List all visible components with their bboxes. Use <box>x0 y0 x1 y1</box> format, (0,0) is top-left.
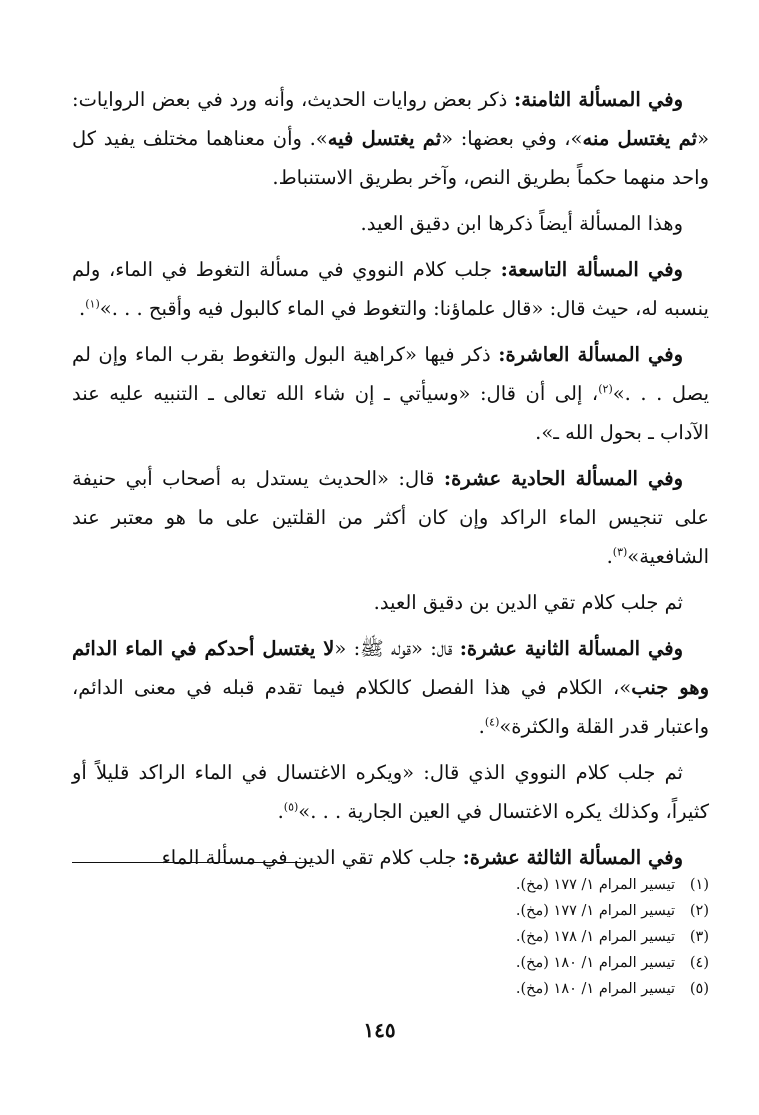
footnote-ref: (٣) <box>612 545 628 559</box>
text-segment: جلب كلام تقي الدين في مسألة الماء <box>161 846 463 869</box>
text-segment: ثم جلب كلام تقي الدين بن دقيق العيد. <box>373 591 683 614</box>
footnote <box>72 976 709 1002</box>
footnote-number: (٣) <box>689 929 709 945</box>
text-segment: ». وأن معناهما مختلف يفيد كل واحد منهما حكماً بطريق النص، وآخر بطريق الاستنباط. <box>72 127 709 189</box>
bold-text: وفي المسألة الثامنة: <box>514 88 683 111</box>
footnote <box>72 924 709 950</box>
text-segment: . <box>79 297 86 320</box>
footnote-text: تيسير المرام ١/ ١٧٨ (مخ). <box>515 929 675 945</box>
footnote-text: تيسير المرام ١/ ١٨٠ (مخ). <box>515 981 675 997</box>
bold-text: وفي المسألة الثانية عشرة: <box>459 637 683 660</box>
paragraph <box>72 250 709 328</box>
paragraph <box>72 629 709 746</box>
bold-text: ثم يغتسل منه <box>582 127 698 150</box>
footnote-text: تيسير المرام ١/ ١٧٧ (مخ). <box>515 877 675 893</box>
bold-text: وفي المسألة التاسعة: <box>500 258 683 281</box>
text-segment: ذكر بعض روايات الحديث، وأنه ورد في بعض الروايات: « <box>72 88 709 150</box>
text-segment: . <box>606 545 613 568</box>
page-number: ١٤٥ <box>363 1018 396 1042</box>
footnote-ref: (٤) <box>484 715 500 729</box>
footnote-text: تيسير المرام ١/ ١٨٠ (مخ). <box>515 955 675 971</box>
bold-text: وفي المسألة العاشرة: <box>498 343 684 366</box>
footnotes <box>72 872 709 1002</box>
footnote-number: (٤) <box>689 955 709 971</box>
text-segment: ، إلى أن قال: «وسيأتي ـ إن شاء الله تعالى ـ التنبيه عليه عند الآداب ـ بحول الله ـ». <box>72 382 709 444</box>
footnote-ref: (٢) <box>598 382 613 396</box>
text-segment: »، الكلام في هذا الفصل كالكلام فيما تقدم قبله في معنى الدائم، واعتبار قدر القلة والكثرة» <box>72 676 709 738</box>
text-segment: . <box>478 715 485 738</box>
text-segment: ثم جلب كلام النووي الذي قال: «ويكره الاغتسال في الماء الراكد قليلاً أو كثيراً، وكذلك يكره الاغتسال في العين الجارية . . .» <box>72 761 709 823</box>
paragraph <box>72 753 709 831</box>
text-segment: قال: «قوله ﷺ: « <box>334 637 460 660</box>
text-segment: قال: «الحديث يستدل به أصحاب أبي حنيفة على تنجيس الماء الراكد وإن كان أكثر من القلتين على ما هو معتبر عند الشافعية» <box>72 467 709 568</box>
body-text <box>72 80 709 884</box>
paragraph <box>72 80 709 197</box>
text-segment: جلب كلام النووي في مسألة التغوط في الماء، ولم ينسبه له، حيث قال: «قال علماؤنا: والتغوط في الماء كالبول فيه وأقبح . . .» <box>72 258 709 320</box>
paragraph <box>72 335 709 452</box>
paragraph <box>72 459 709 576</box>
footnote <box>72 872 709 898</box>
footnote-text: تيسير المرام ١/ ١٧٧ (مخ). <box>515 903 675 919</box>
bold-text: ثم يغتسل فيه <box>327 127 442 150</box>
footnote-ref: (١) <box>85 297 100 311</box>
footnote <box>72 898 709 924</box>
paragraph <box>72 583 709 622</box>
footnote <box>72 950 709 976</box>
text-segment: وهذا المسألة أيضاً ذكرها ابن دقيق العيد. <box>360 212 683 235</box>
footnote-number: (١) <box>689 877 709 893</box>
text-segment: ذكر فيها «كراهية البول والتغوط بقرب الماء وإن لم يصل . . .» <box>72 343 709 405</box>
footnote-number: (٢) <box>689 903 709 919</box>
paragraph <box>72 204 709 243</box>
footnote-ref: (٥) <box>283 800 299 814</box>
footnote-number: (٥) <box>689 981 709 997</box>
footnote-divider <box>72 862 315 863</box>
text-segment: . <box>277 800 284 823</box>
bold-text: وفي المسألة الثالثة عشرة: <box>462 846 683 869</box>
text-segment: »، وفي بعضها: « <box>441 127 583 150</box>
bold-text: وفي المسألة الحادية عشرة: <box>443 467 684 490</box>
bold-text: لا يغتسل أحدكم في الماء الدائم وهو جنب <box>72 637 709 699</box>
